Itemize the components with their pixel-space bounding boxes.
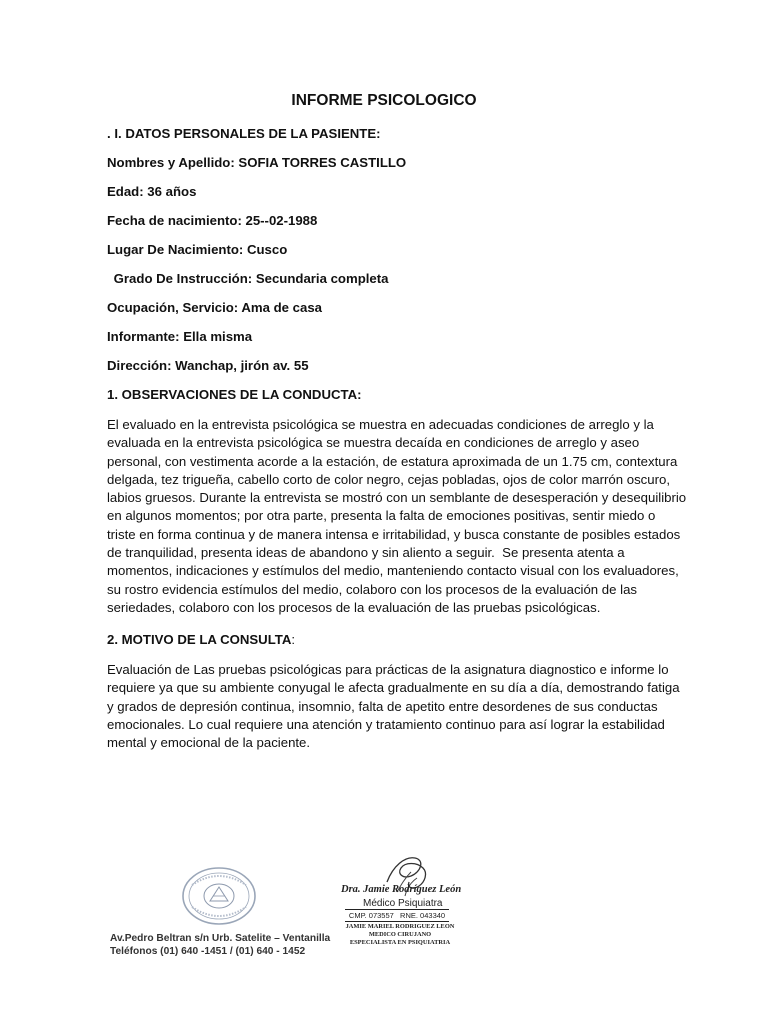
- field-name: Nombres y Apellido: SOFIA TORRES CASTILLO: [107, 155, 407, 170]
- institution-address: [110, 933, 330, 958]
- paragraph-line: momentos, indicaciones y estímulos del medio, manteniendo contacto visual con los evaluadores,: [107, 563, 679, 579]
- paragraph-line: Evaluación de Las pruebas psicológicas para prácticas de la asignatura diagnostico e informe lo: [107, 662, 669, 677]
- paragraph-line: evaluada en la entrevista psicológica se muestra decaída en condiciones de arreglo y aseo: [107, 435, 640, 451]
- paragraph-line: en algunos momentos; por otra parte, presenta la falta de emociones positivas, sentir miedo o: [107, 508, 656, 524]
- section-2-colon: :: [291, 632, 296, 647]
- section-2-title: 2. MOTIVO DE LA CONSULTA: [107, 632, 292, 647]
- consultation-paragraph: [107, 661, 680, 752]
- stamp-specialty: ESPECIALISTA EN PSIQUIATRIA: [349, 939, 451, 946]
- document-title: INFORME PSICOLOGICO: [291, 92, 477, 109]
- section-2-heading: [107, 632, 295, 647]
- stamp-doctor-role: Médico Psiquiatra: [363, 898, 443, 909]
- stamp-title: MEDICO CIRUJANO: [368, 931, 432, 938]
- field-occupation: Ocupación, Servicio: Ama de casa: [107, 300, 322, 315]
- paragraph-line: emocionales. Lo cual requiere una atención y tratamiento continuo para así lograr la estabilidad: [107, 716, 665, 732]
- observations-paragraph: [107, 416, 687, 617]
- section-1-heading: 1. OBSERVACIONES DE LA CONDUCTA:: [107, 387, 362, 402]
- paragraph-line: seriedades, colaboro con los procesos de la evaluación de las pruebas psicológicas.: [107, 599, 601, 615]
- paragraph-line: personal, con vestimenta acorde a la estación, de estatura aproximada de un 1.75 cm, contextura: [107, 453, 678, 469]
- paragraph-line: de tranquilidad, presenta ideas de abandono y sin aliento a seguir. Se presenta atenta a: [107, 545, 625, 561]
- field-age: Edad: 36 años: [107, 184, 197, 199]
- stamp-full-name: JAMIE MARIEL RODRIGUEZ LEON: [345, 923, 455, 930]
- paragraph-line: requiere ya que su ambiente conyugal le afecta gradualmente en su día a día, demostrando fatiga: [107, 680, 680, 696]
- institution-seal-icon: [180, 865, 258, 927]
- paragraph-line: El evaluado en la entrevista psicológica se muestra en adecuadas condiciones de arreglo y la: [107, 417, 654, 432]
- field-birthdate: Fecha de nacimiento: 25--02-1988: [107, 213, 318, 228]
- section-personal-heading: . I. DATOS PERSONALES DE LA PASIENTE:: [107, 126, 381, 141]
- field-birthplace: Lugar De Nacimiento: Cusco: [107, 242, 288, 257]
- stamp-license-codes: CMP. 073557 RNE. 043340: [345, 909, 449, 922]
- doctor-stamp: [335, 852, 465, 962]
- field-address: Dirección: Wanchap, jirón av. 55: [107, 358, 309, 373]
- field-informant: Informante: Ella misma: [107, 329, 253, 344]
- paragraph-line: su rostro evidencia estímulos del medio, colaboro con los procesos de la evaluación de las: [107, 581, 637, 597]
- paragraph-line: labios gruesos. Durante la entrevista se mostró con un semblante de desesperación y desequilibrio: [107, 490, 687, 506]
- paragraph-line: y grados de depresión continua, insomnio, falta de apetito entre desordenes de sus conductas: [107, 698, 658, 714]
- paragraph-line: triste en forma continua y de manera intensa e irritabilidad, y busca constante de posibles estados: [107, 526, 681, 542]
- paragraph-line: delgada, tez trigueña, cabello corto de color negro, cejas pobladas, ojos de color marrón oscuro,: [107, 471, 670, 487]
- paragraph-line: mental y emocional de la paciente.: [107, 735, 311, 751]
- field-education: Grado De Instrucción: Secundaria completa: [110, 271, 389, 286]
- phone-line: Teléfonos (01) 640 -1451 / (01) 640 - 1452: [110, 945, 306, 957]
- stamp-doctor-name: Dra. Jamie Rodríguez León: [341, 884, 462, 895]
- address-line: Av.Pedro Beltran s/n Urb. Satelite – Ventanilla: [110, 933, 331, 944]
